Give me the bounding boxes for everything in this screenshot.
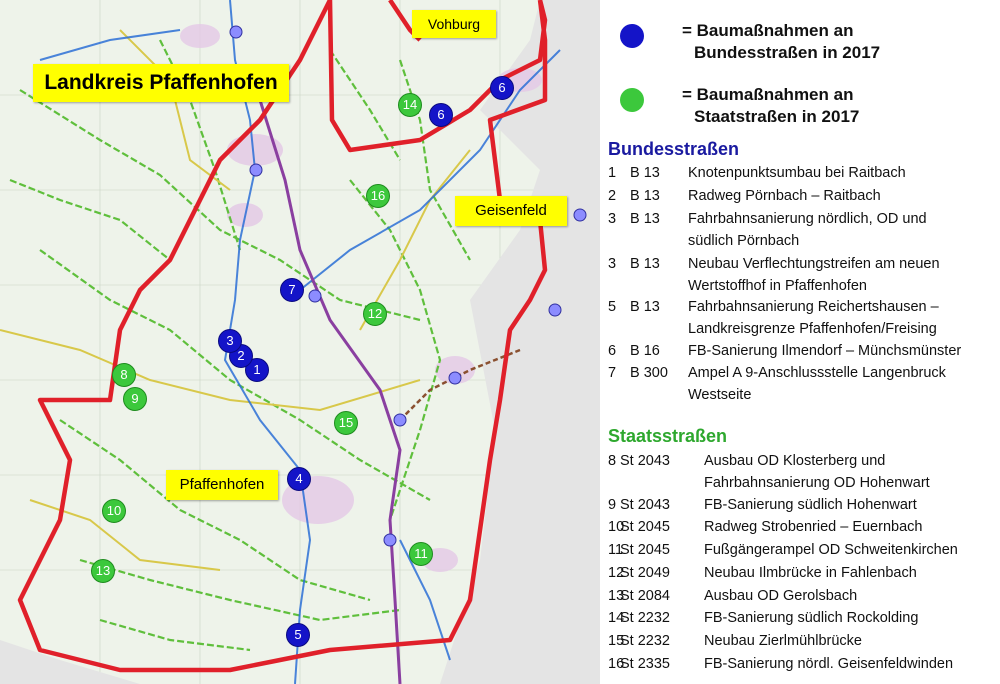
heading-bundesstrassen: Bundesstraßen [608,139,740,159]
marker-bund-1: 1 [245,358,269,382]
legend-bund-line2: Bundesstraßen in 2017 [694,43,881,62]
legend-staat-line1: = Baumaßnahmen an [682,85,854,104]
legend-panel: = Baumaßnahmen an Bundesstraßen in 2017 = Baumaßnahmen an Staatstraßen in 2017 Bundesstraßen 1 B 13 Knotenpunktsumbau bei Raitbach 2 B 13 Radweg Pörnbach – Raitbach 3 B 13 Fahrbahnsanierung nördlich, OD und südlich Pörnbach 3 B 13 Neubau Verflechtungstreifen am neuen Wertstoffhof in Pfaffenhofen 5 B 13 Fahrbahnsanierung Reichertshausen – Landkreisgrenze Pfaffenhofen/Freising 6 B 16 FB-Sanierung Ilmendorf – Münchsmünster 7 B 300 Ampel A 9-Anschlussstelle Langenbruck Westseite Staatsstraßen 8 St 2043 Ausbau OD Klosterberg und Fahrbahnsanierung OD Hohenwart 9 St 2043 FB-Sanierung südlich Hohenwart 10 St 2045 Radweg Strobenried – Euernbach 11 St 2045 Fußgängerampel OD Schweitenkirchen 12 St 2049 Neubau Ilmbrücke in Fahlenbach 13 St 2084 Ausbau OD Gerolsbach 14 St 2232 FB-Sanierung südlich Rockolding 15 St 2232 Neubau Zierlmühlbrücke 16 St 2335 FB-Sanierung nördl. Geisenfeldwinden [600,0,1000,684]
marker-bund-6b: 6 [429,103,453,127]
marker-bund-6a: 6 [490,76,514,100]
marker-staat-9: 9 [123,387,147,411]
map-title: Landkreis Pfaffenhofen [33,64,289,102]
marker-staat-14: 14 [398,93,422,117]
legend-staat-line2: Staatstraßen in 2017 [694,107,860,126]
marker-staat-10: 10 [102,499,126,523]
marker-staat-13: 13 [91,559,115,583]
place-label-pfaffenhofen: Pfaffenhofen [166,470,278,500]
place-label-vohburg: Vohburg [412,10,496,38]
marker-staat-11: 11 [409,542,433,566]
place-label-geisenfeld: Geisenfeld [455,196,567,226]
marker-staat-8: 8 [112,363,136,387]
marker-staat-16: 16 [366,184,390,208]
marker-bund-5: 5 [286,623,310,647]
legend-blue-dot-icon [620,24,644,48]
marker-staat-12: 12 [363,302,387,326]
marker-bund-4: 4 [287,467,311,491]
legend-bund-line1: = Baumaßnahmen an [682,21,854,40]
marker-bund-3: 3 [218,329,242,353]
heading-staatsstrassen: Staatsstraßen [608,426,728,446]
marker-bund-2: 2 [229,344,253,368]
marker-staat-15: 15 [334,411,358,435]
marker-bund-7: 7 [280,278,304,302]
legend-green-dot-icon [620,88,644,112]
